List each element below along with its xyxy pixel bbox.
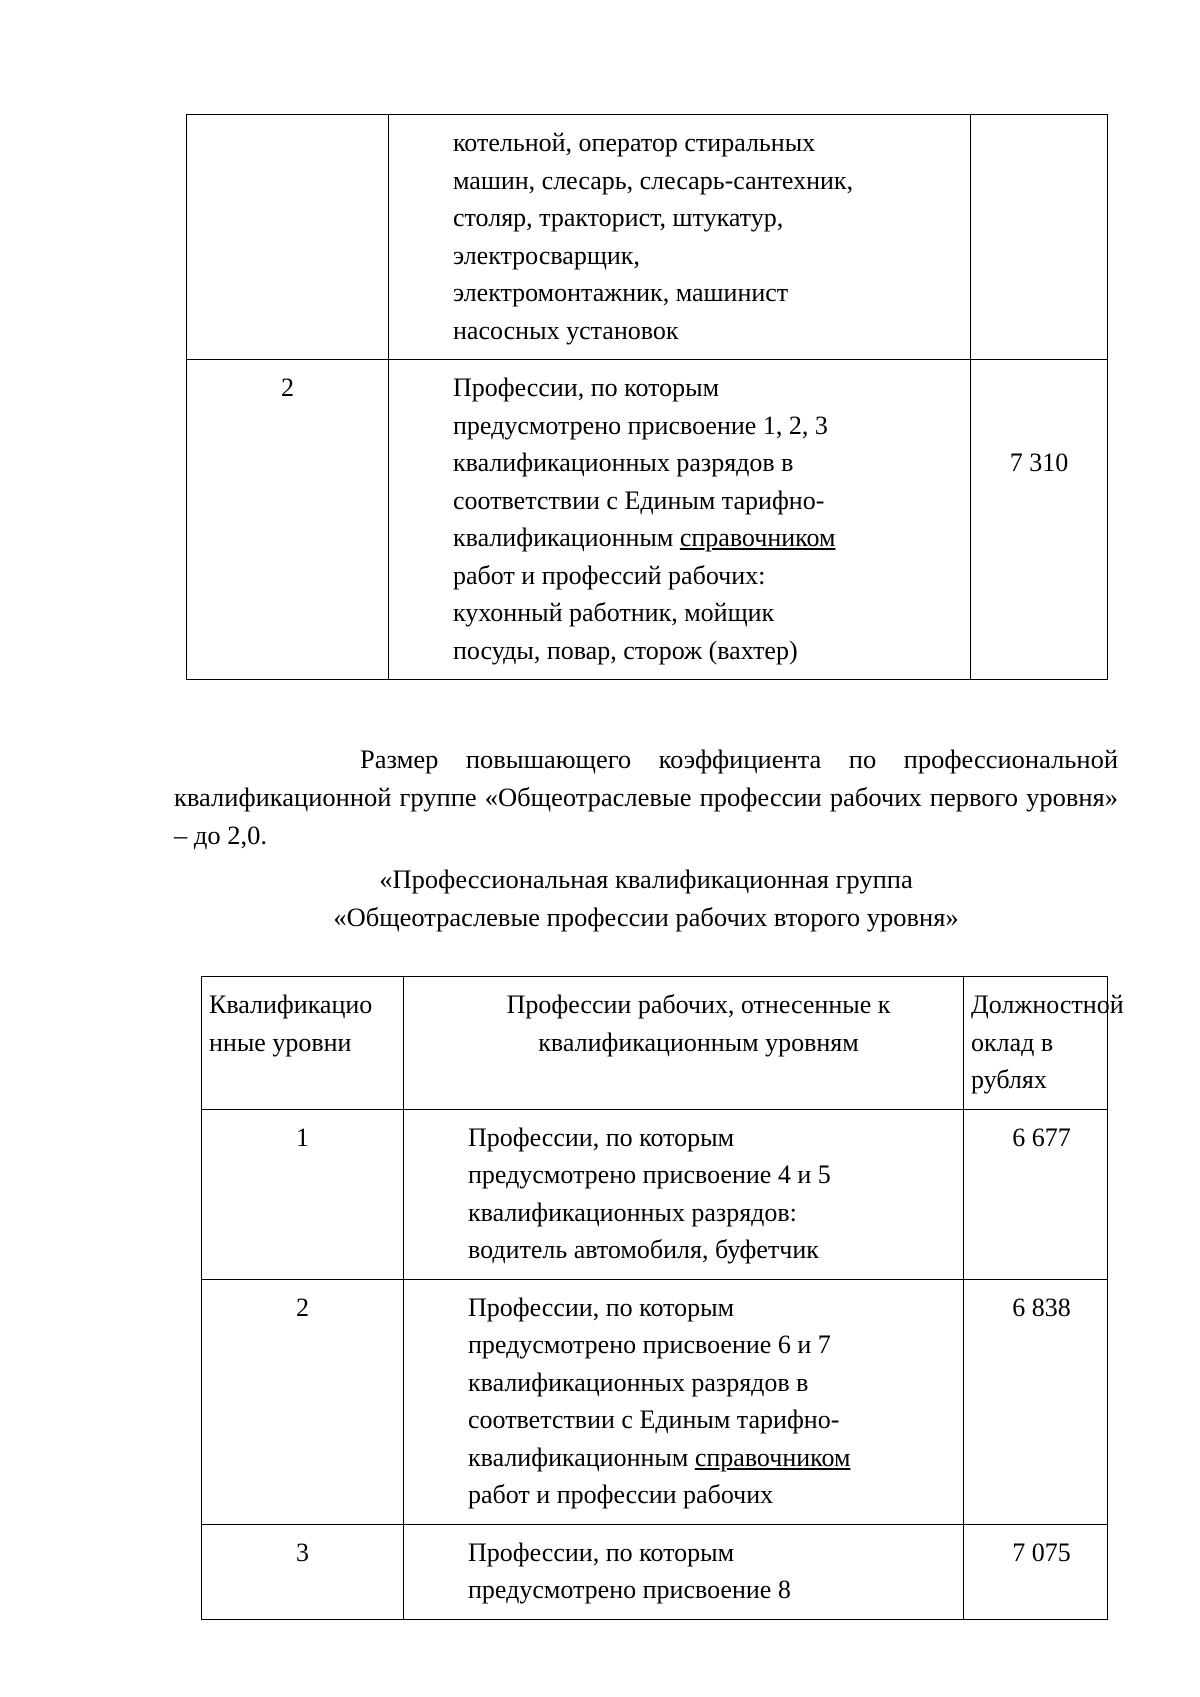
salary-cell: 6 838	[964, 1279, 1108, 1524]
header-salary: Должностной оклад в рублях	[964, 977, 1108, 1110]
table-row	[187, 360, 1108, 680]
salary-cell: 7 075	[964, 1524, 1108, 1619]
professions-text: работ и профессий рабочих: кухонный работник, мойщик посуды, повар, сторож (вахтер)	[453, 560, 798, 665]
salary-cell	[971, 360, 1108, 680]
salary-cell	[971, 115, 1108, 360]
professions-text: Профессии, по которым предусмотрено присвоение 1, 2, 3 квалификационных разрядов в соответствии с Единым тарифно- квалификационным	[453, 373, 828, 552]
professions-cell	[389, 360, 971, 680]
reference-link[interactable]: справочником	[679, 523, 836, 552]
professions-cell	[404, 1279, 964, 1524]
table-row	[187, 115, 1108, 360]
section-heading: «Профессиональная квалификационная группа «Общеотраслевые профессии рабочих второго уровня»	[333, 864, 959, 932]
coefficient-paragraph: Размер повышающего коэффициента по профессиональной квалификационной группе «Общеотраслевые профессии рабочих первого уровня» – до 2,0.	[174, 743, 1118, 850]
level-cell: 1	[202, 1109, 404, 1279]
header-level: Квалификацио нные уровни	[202, 977, 404, 1110]
level-cell: 2	[187, 360, 389, 680]
level-cell: 3	[202, 1524, 404, 1619]
header-professions: Профессии рабочих, отнесенные к квалификационным уровням	[404, 977, 964, 1110]
salary-cell: 6 677	[964, 1109, 1108, 1279]
reference-link[interactable]: справочником	[694, 1442, 851, 1472]
professions-cell: котельной, оператор стиральных машин, слесарь, слесарь-сантехник, столяр, тракторист, штукатур, электросварщик, электромонтажник, машинист насосных установок	[389, 115, 971, 360]
salary-value: 7 310	[1009, 448, 1069, 477]
level-cell: 2	[202, 1279, 404, 1524]
qualification-table-first-level	[186, 114, 1108, 680]
level-cell	[187, 115, 389, 360]
professions-cell: Профессии, по которым предусмотрено присвоение 8	[404, 1524, 964, 1619]
professions-text: работ и профессии рабочих	[468, 1480, 774, 1509]
table-header-row	[202, 977, 1108, 1110]
table-row	[202, 1279, 1108, 1524]
qualification-table-second-level	[201, 976, 1124, 1620]
professions-text: Профессии, по которым предусмотрено присвоение 6 и 7 квалификационных разрядов в соответствии с Единым тарифно- квалификационным	[468, 1292, 840, 1472]
table-row	[202, 1524, 1108, 1619]
professions-cell: Профессии, по которым предусмотрено присвоение 4 и 5 квалификационных разрядов: водитель автомобиля, буфетчик	[404, 1109, 964, 1279]
table-row	[202, 1109, 1108, 1279]
